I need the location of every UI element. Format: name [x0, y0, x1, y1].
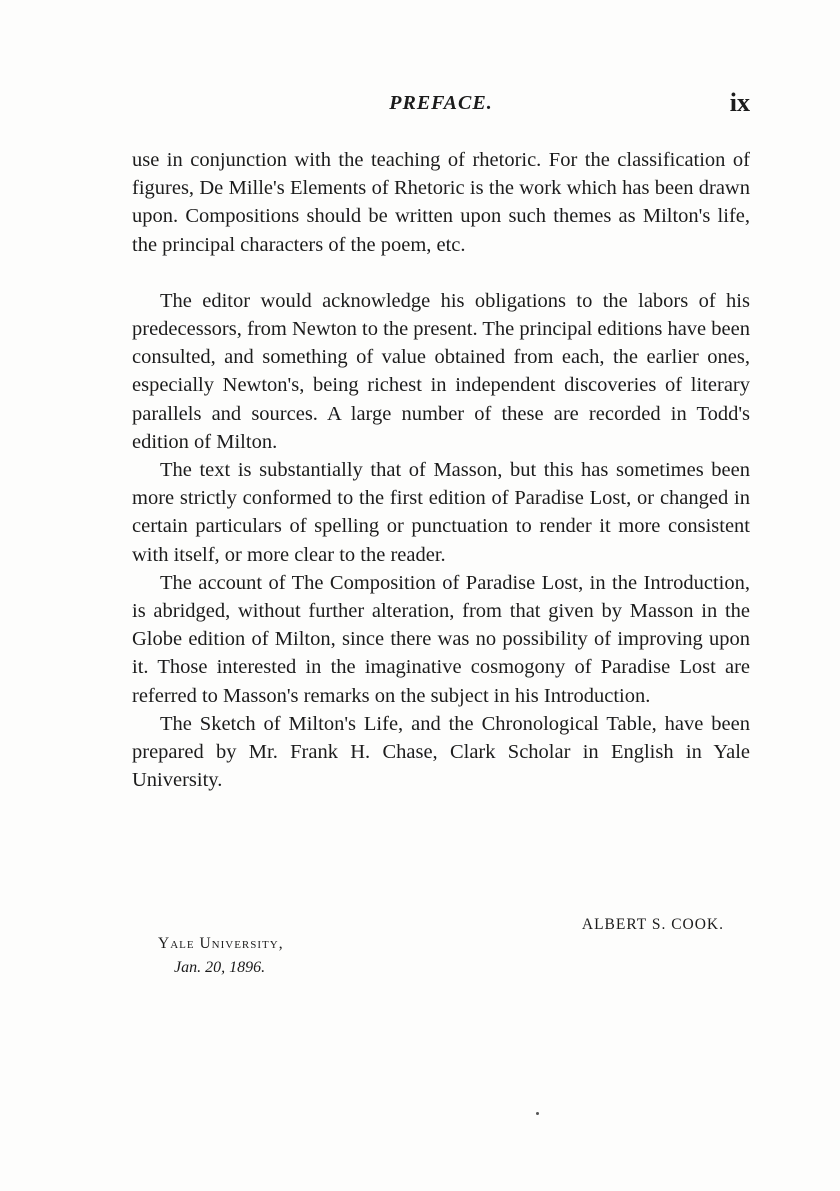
- signature-date: Jan. 20, 1896.: [174, 959, 266, 976]
- paragraph-acknowledgements: The editor would acknowledge his obligations to the labors of his predecessors, from Newton to the present. The principal editions have been consulted, and something of value obtained from each, the earlier ones, especially Newton's, being richest in independent discoveries of literary parallels and sources. A large number of these are recorded in Todd's edition of Milton.: [132, 289, 750, 453]
- preface-body: [132, 146, 750, 794]
- paragraph-milton-life: The Sketch of Milton's Life, and the Chronological Table, have been prepared by Mr. Frank H. Chase, Clark Scholar in English in Yale University.: [132, 712, 750, 792]
- paragraph-continuation: use in conjunction with the teaching of rhetoric. For the classification of figures, De Mille's Elements of Rhetoric is the work which has been drawn upon. Compositions should be written upon such themes as Milton's life, the principal characters of the poem, etc.: [132, 149, 750, 256]
- author-signature: ALBERT S. COOK.: [581, 916, 724, 933]
- signature-place: Yale University,: [158, 935, 284, 952]
- paper-speck: [536, 1112, 539, 1115]
- page-header: [132, 88, 750, 124]
- running-title: PREFACE.: [389, 92, 493, 114]
- paragraph-composition-account: The account of The Composition of Paradise Lost, in the Introduction, is abridged, without further alteration, from that given by Masson in the Globe edition of Milton, since there was no possibility of improving upon it. Those interested in the imaginative cosmogony of Paradise Lost are referred to Masson's remarks on the subject in his Introduction.: [132, 571, 750, 707]
- paragraph-text-source: The text is substantially that of Masson, but this has sometimes been more strictly conformed to the first edition of Paradise Lost, or changed in certain particulars of spelling or punctuation to render it more consistent with itself, or more clear to the reader.: [132, 459, 750, 566]
- page-number: ix: [729, 88, 750, 117]
